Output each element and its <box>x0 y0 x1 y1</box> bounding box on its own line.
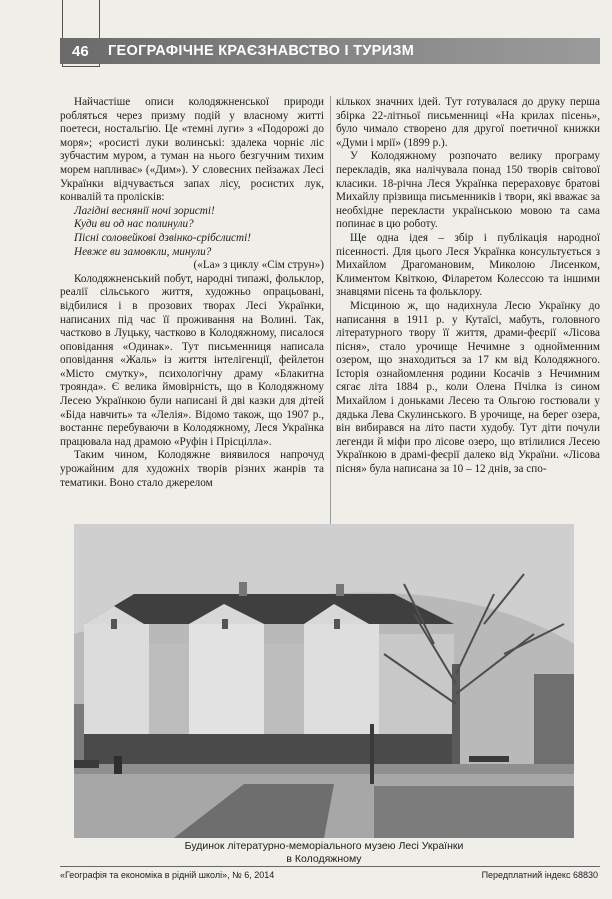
left-column <box>60 96 324 490</box>
paragraph: Найчастіше описи колодяжненської природи робляться через призму подій у власному житті поетеси, ностальгію. Це «темні луги» з «Подорожі до моря»; «росисті луки волинські: здалека чорніє ліс зубчастим муром, а туман на нього безгучним тихим морем напливає» («Дим»). У словесних пейзажах Лесі Українки відчувається запах лісу, росистих лук, конвалій та пролісків: <box>60 96 324 204</box>
paragraph-continuation: кількох значних ідей. Тут готувалася до друку перша збірка 22-літньої письменниці «На крилах пісень», було чимало створено для другої поетичної книжки «Думи і мрії» (1899 р.). <box>336 96 600 149</box>
page-number: 46 <box>72 43 89 60</box>
section-title: ГЕОГРАФІЧНЕ КРАЄЗНАВСТВО І ТУРИЗМ <box>108 43 415 59</box>
poem-line: Куди ви од нас полинули? <box>74 218 194 231</box>
museum-photo <box>74 524 574 838</box>
column-divider <box>330 96 331 524</box>
caption-line: в Колодяжному <box>286 853 362 865</box>
footer-journal: «Географія та економіка в рідній школі», № 6, 2014 <box>60 870 275 880</box>
paragraph: У Колодяжному розпочато велику програму перекладів, яка налічувала понад 150 творів світової класики. 18-річна Леся Українка перераховує братові Михайлу прізвища письменників і твори, які вважає за необхідне перекласти українською мовою та сама попинає в цю роботу. <box>336 150 600 231</box>
paragraph: Таким чином, Колодяжне виявилося напрочуд урожайним для художніх творів різних жанрів та тематики. Воно стало джерелом <box>60 449 324 489</box>
poem-line: Невже ви замовкли, минули? <box>74 245 212 258</box>
caption-line: Будинок літературно-меморіального музею Лесі Українки <box>184 840 464 852</box>
paragraph: Ще одна ідея – збір і публікація народної пісенності. Для цього Леся Українка консультується з Михайлом Драгомановим, Миколою Лисенком, Климентом Квіткою, Філаретом Колессою та іншими знавцями пісень та фольклору. <box>336 231 600 299</box>
museum-building-illustration <box>74 524 574 838</box>
photo-caption <box>74 840 574 866</box>
poem-quote <box>60 205 324 259</box>
poem-line: Пісні соловейкові дзвінко-срібслисті! <box>74 231 251 244</box>
poem-source: («La» з циклу «Сім струн») <box>193 259 324 272</box>
paragraph: Місциною ж, що надихнула Лесю Українку до написання в 1911 р. у Кутаїсі, мабуть, головного літературного твору її життя, драми-феєрії «Лісова пісня», стало урочище Нечимне з однойменним озером, що знаходиться за 17 км від Колодяжного. Історія ознайомлення родини Косачів з Нечимним сягає літа 1884 р., коли Олена Пчілка із сином Михайлом і доньками Лесею та Ольгою гостювали у дядька Лева Скулинського. В урочище, на берег озера, він вибирався на літо пасти худобу. Тут діти почули легенди й міфи про лісове озеро, що втілилися Лесею Українкою в драмі-феєрії далеко від України. «Лісова пісня» була написана за 10 – 12 днів, за спо- <box>336 299 600 476</box>
paragraph: Колодяжненський побут, народні типажі, фольклор, реалії сільського життя, художньо опрацьовані, відбилися і в прозових творах Лесі Українки, написаних під час її проживання на Волині. Так, частково в Луцьку, частково в Колодяжному, писалося оповідання «Одинак». Тут письменниця написала оповідання «Жаль» із життя інтелігенції, фейлетон «Місто смутку», психологічну драму «Блакитна троянда». Є велика ймовірність, що в Колодяжному Лесею Українкою були написані й дві казки для дітей «Біда навчить» та «Лелія». Відомо також, що 1907 р., востаннє перебуваючи в Колодяжному, Леся Українка працювала над драмою «Руфін і Прісцілла». <box>60 272 324 448</box>
poem-line: Лагідні веснянії ночі зористі! <box>74 204 215 217</box>
right-column <box>336 96 600 477</box>
footer-rule <box>60 866 600 867</box>
footer-index: Передплатний індекс 68830 <box>481 870 598 880</box>
